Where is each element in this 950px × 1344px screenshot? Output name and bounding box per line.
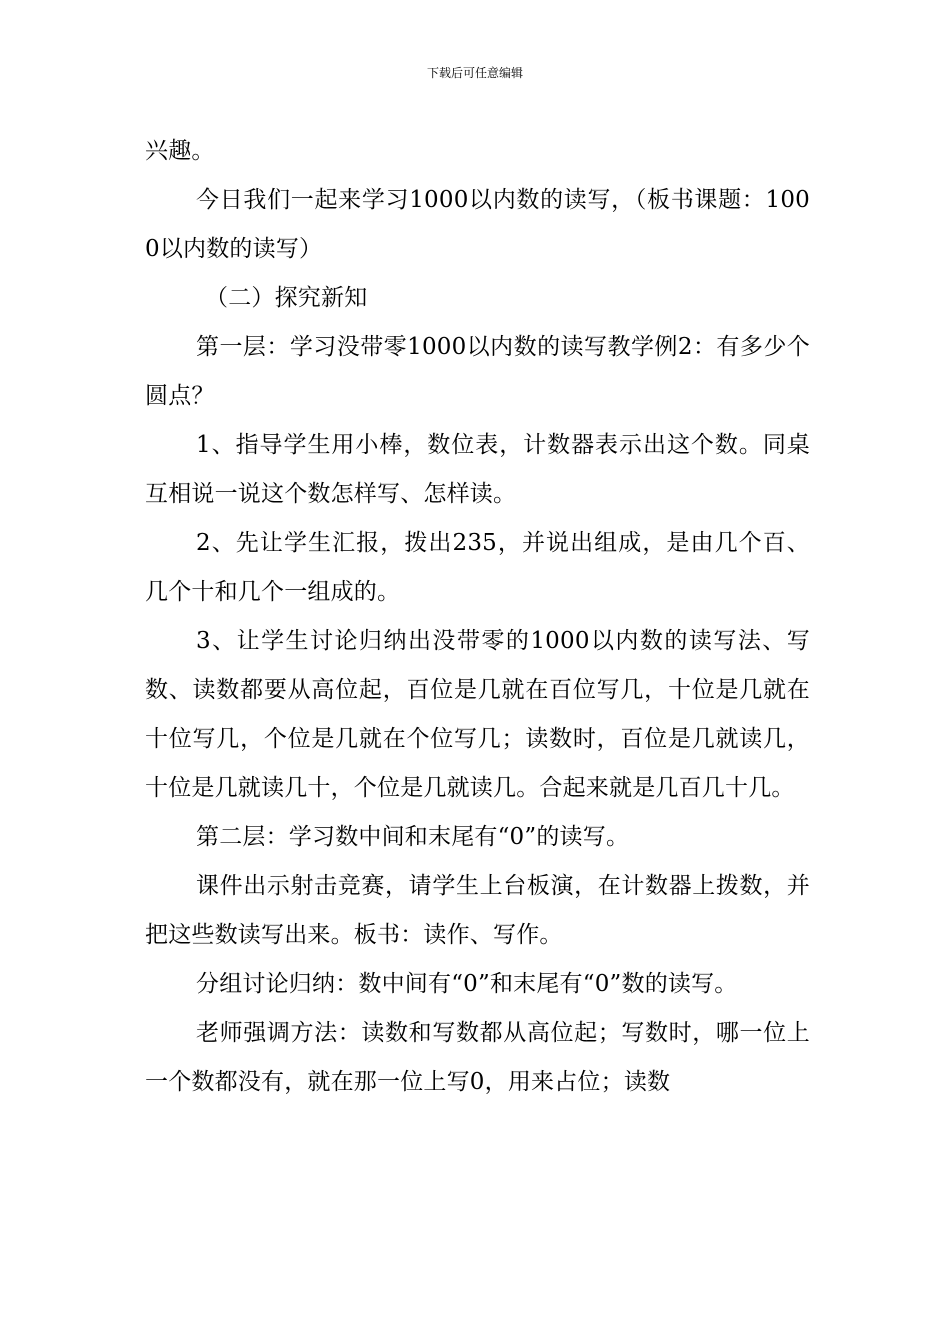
paragraph-interest: 兴趣。	[145, 138, 215, 164]
section-heading-explore: （二）探究新知	[205, 285, 368, 311]
paragraph-step-3: 3、让学生讨论归纳出没带零的1000以内数的读写法、写数、读数都要从高位起，百位是几就在百位写几，十位是几就在十位写几，个位是几就在个位写几；读数时，百位是几就读几，十位是几就读几十，个位是几就读几。合起来就是几百几十几。	[145, 628, 810, 801]
page-header: 下载后可任意编辑	[426, 66, 523, 80]
paragraph-intro: 今日我们一起来学习1000以内数的读写，（板书课题：1000以内数的读写）	[145, 187, 810, 262]
paragraph-step-1: 1、指导学生用小棒，数位表，计数器表示出这个数。同桌互相说一说这个数怎样写、怎样读。	[145, 432, 810, 507]
paragraph-step-2: 2、先让学生汇报，拨出235，并说出组成，是由几个百、几个十和几个一组成的。	[145, 530, 810, 605]
paragraph-teacher-emphasis: 老师强调方法：读数和写数都从高位起；写数时，哪一位上一个数都没有，就在那一位上写0，用来占位；读数	[145, 1020, 810, 1095]
paragraph-layer-two: 第二层：学习数中间和末尾有“0”的读写。	[196, 824, 630, 850]
paragraph-layer-one: 第一层：学习没带零1000以内数的读写教学例2：有多少个圆点？	[145, 334, 810, 409]
paragraph-group-discussion: 分组讨论归纳：数中间有“0”和末尾有“0”数的读写。	[196, 971, 738, 997]
document-body	[145, 127, 810, 1107]
paragraph-courseware: 课件出示射击竞赛，请学生上台板演，在计数器上拨数，并把这些数读写出来。板书：读作、写作。	[145, 873, 810, 948]
